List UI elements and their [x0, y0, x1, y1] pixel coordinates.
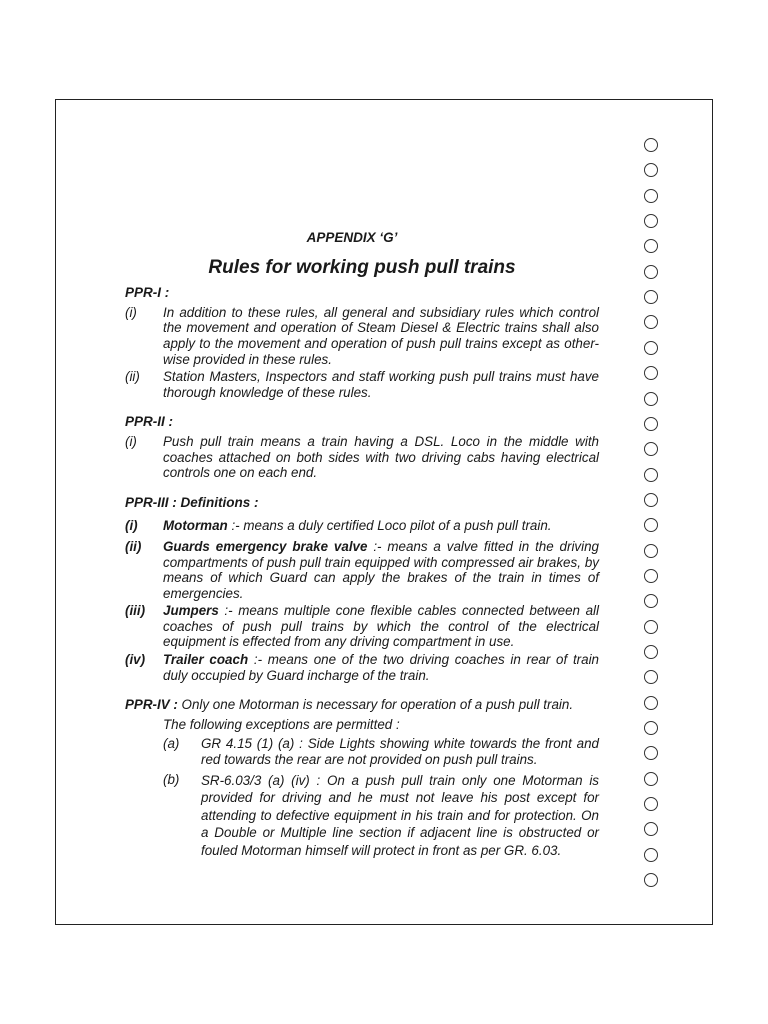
document-title: Rules for working push pull trains	[208, 256, 516, 278]
binder-hole	[644, 468, 658, 482]
binder-hole	[644, 417, 658, 431]
definition-item: (iii) Jumpers :- means multiple cone flexible cables connected between all coaches of push pull trains by which the control of the electrical equipment is effected from any driving compartment in use.	[125, 603, 599, 650]
exception-item: (a) GR 4.15 (1) (a) : Side Lights showing white towards the front and red towards the rear are not provided on push pull trains.	[163, 736, 599, 768]
binder-hole	[644, 265, 658, 279]
binder-hole	[644, 214, 658, 228]
ppr2-item: (i) Push pull train means a train having a DSL. Loco in the middle with coaches attached on both sides with two driving cabs having electrical controls one on each end.	[125, 433, 599, 481]
definition-item: (ii) Guards emergency brake valve :- means a valve fitted in the driving compartments of push pull train equipped with compressed air brakes, by means of which Guard can apply the brakes of the train in times of emergencies.	[125, 538, 600, 601]
binder-hole	[644, 620, 658, 634]
ppr1-heading: PPR-I :	[125, 285, 170, 301]
exceptions-intro: The following exceptions are permitted :	[163, 716, 400, 732]
binder-hole	[644, 645, 658, 659]
ppr4-paragraph: PPR-IV : Only one Motorman is necessary for operation of a push pull train.	[125, 697, 574, 713]
definition-item: (iv) Trailer coach :- means one of the two driving coaches in rear of train duly occupied by Guard incharge of the train.	[125, 652, 600, 683]
binder-hole	[644, 569, 658, 583]
binder-hole	[644, 493, 658, 507]
binder-hole	[644, 189, 658, 203]
binder-hole	[644, 772, 658, 786]
binder-hole	[644, 290, 658, 304]
binder-hole	[644, 797, 658, 811]
ppr4-heading: PPR-IV :	[125, 697, 178, 713]
ppr1-item: (i) In addition to these rules, all general and subsidiary rules which control the movement and operation of Steam Diesel & Electric trains shall also apply to the movement and operation of push pull trains except as other-wise provided in these rules.	[125, 304, 599, 367]
ppr1-item: (ii) Station Masters, Inspectors and staff working push pull trains must have thorough knowledge of these rules.	[125, 369, 599, 400]
binder-hole	[644, 721, 658, 735]
binder-hole	[644, 392, 658, 406]
binder-hole	[644, 848, 658, 862]
binder-hole	[644, 544, 658, 558]
binder-hole	[644, 341, 658, 355]
binder-hole	[644, 696, 658, 710]
definition-item: (i) Motorman :- means a duly certified Loco pilot of a push pull train.	[125, 518, 552, 534]
binder-hole	[644, 138, 658, 152]
exception-item: (b) SR-6.03/3 (a) (iv) : On a push pull train only one Motorman is provided for driving and he must not leave his post except for attending to defective equipment in his train and for protection. On a Double or Multiple line section if adjacent line is obstructed or fouled Motorman himself will protect in front as per GR. 6.03.	[163, 771, 599, 858]
appendix-label: APPENDIX ‘G’	[306, 230, 398, 245]
ppr3-heading: PPR-III : Definitions :	[125, 494, 259, 510]
ppr2-heading: PPR-II :	[125, 414, 174, 430]
document-body	[125, 230, 599, 859]
